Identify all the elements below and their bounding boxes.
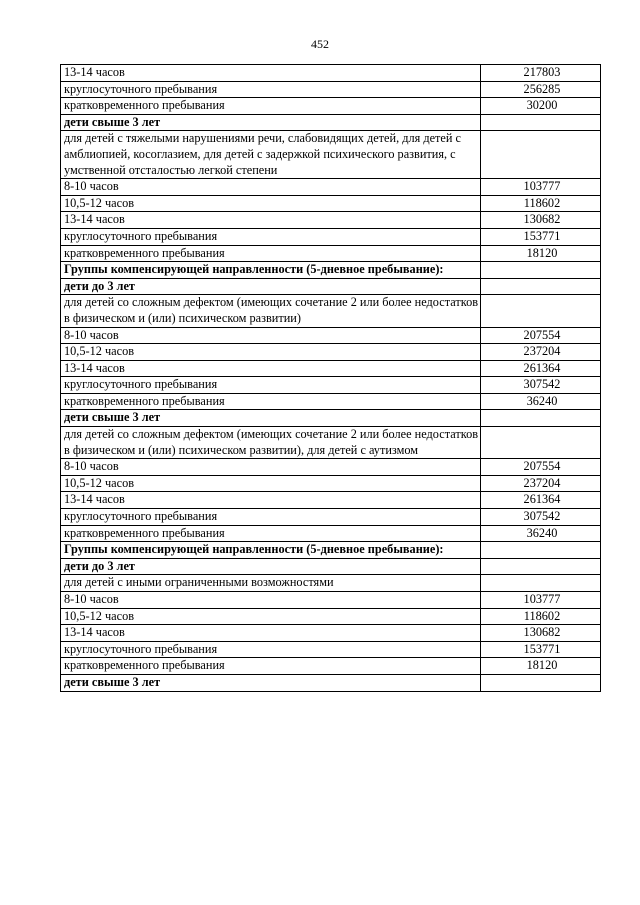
- row-value: [481, 427, 601, 459]
- row-label: 8-10 часов: [61, 179, 481, 196]
- row-label: круглосуточного пребывания: [61, 509, 481, 526]
- table-row: [61, 327, 601, 344]
- row-value: [481, 542, 601, 559]
- table-row: [61, 377, 601, 394]
- row-label: для детей со сложным дефектом (имеющих сочетание 2 или более недостатков в физическом и (или) психическом развитии), для детей с аутизмом: [61, 427, 481, 459]
- table-row: [61, 592, 601, 609]
- table-row: [61, 262, 601, 279]
- row-label: 13-14 часов: [61, 212, 481, 229]
- row-value: 130682: [481, 212, 601, 229]
- row-label: 8-10 часов: [61, 459, 481, 476]
- table-row: [61, 278, 601, 295]
- table-row: [61, 228, 601, 245]
- row-label: кратковременного пребывания: [61, 98, 481, 115]
- table-row: [61, 625, 601, 642]
- row-label: Группы компенсирующей направленности (5-дневное пребывание):: [61, 542, 481, 559]
- row-label: для детей с иными ограниченными возможностями: [61, 575, 481, 592]
- row-value: [481, 410, 601, 427]
- row-label: 10,5-12 часов: [61, 195, 481, 212]
- row-value: 30200: [481, 98, 601, 115]
- row-label: для детей со сложным дефектом (имеющих сочетание 2 или более недостатков в физическом и (или) психическом развитии): [61, 295, 481, 327]
- table-row: [61, 65, 601, 82]
- row-label: круглосуточного пребывания: [61, 228, 481, 245]
- row-label: круглосуточного пребывания: [61, 81, 481, 98]
- row-value: [481, 674, 601, 691]
- table-row: [61, 245, 601, 262]
- row-value: 237204: [481, 475, 601, 492]
- row-value: 207554: [481, 327, 601, 344]
- row-value: [481, 131, 601, 179]
- row-label: 10,5-12 часов: [61, 475, 481, 492]
- row-value: 118602: [481, 195, 601, 212]
- row-value: 118602: [481, 608, 601, 625]
- table-row: [61, 475, 601, 492]
- row-value: 307542: [481, 509, 601, 526]
- row-value: 261364: [481, 492, 601, 509]
- table-row: [61, 295, 601, 327]
- table-row: [61, 641, 601, 658]
- table-row: [61, 492, 601, 509]
- row-value: 256285: [481, 81, 601, 98]
- row-label: кратковременного пребывания: [61, 393, 481, 410]
- row-label: 8-10 часов: [61, 592, 481, 609]
- table-row: [61, 179, 601, 196]
- row-value: [481, 262, 601, 279]
- row-value: 153771: [481, 641, 601, 658]
- row-value: 103777: [481, 179, 601, 196]
- table-row: [61, 542, 601, 559]
- row-label: кратковременного пребывания: [61, 245, 481, 262]
- page-number: 452: [311, 37, 329, 51]
- row-label: 13-14 часов: [61, 65, 481, 82]
- row-label: 13-14 часов: [61, 492, 481, 509]
- table-row: [61, 658, 601, 675]
- row-value: 153771: [481, 228, 601, 245]
- table-row: [61, 212, 601, 229]
- row-label: 10,5-12 часов: [61, 344, 481, 361]
- tariff-table: [60, 64, 601, 692]
- table-row: [61, 81, 601, 98]
- table-row: [61, 393, 601, 410]
- row-value: 130682: [481, 625, 601, 642]
- row-label: кратковременного пребывания: [61, 525, 481, 542]
- row-value: 307542: [481, 377, 601, 394]
- table-row: [61, 525, 601, 542]
- table-row: [61, 509, 601, 526]
- row-value: 18120: [481, 658, 601, 675]
- row-label: дети до 3 лет: [61, 558, 481, 575]
- row-label: для детей с тяжелыми нарушениями речи, слабовидящих детей, для детей с амблиопией, косоглазием, для детей с задержкой психического развития, с умственной отсталостью легкой степени: [61, 131, 481, 179]
- table-row: [61, 114, 601, 131]
- row-label: дети свыше 3 лет: [61, 114, 481, 131]
- row-label: Группы компенсирующей направленности (5-дневное пребывание):: [61, 262, 481, 279]
- row-value: [481, 575, 601, 592]
- table-row: [61, 608, 601, 625]
- table-row: [61, 427, 601, 459]
- row-label: 10,5-12 часов: [61, 608, 481, 625]
- table-row: [61, 674, 601, 691]
- row-label: дети свыше 3 лет: [61, 410, 481, 427]
- table-row: [61, 410, 601, 427]
- row-value: [481, 558, 601, 575]
- row-value: 103777: [481, 592, 601, 609]
- table-row: [61, 360, 601, 377]
- row-label: 8-10 часов: [61, 327, 481, 344]
- table-row: [61, 575, 601, 592]
- row-value: [481, 114, 601, 131]
- row-value: 261364: [481, 360, 601, 377]
- row-value: 207554: [481, 459, 601, 476]
- row-label: кратковременного пребывания: [61, 658, 481, 675]
- row-value: 36240: [481, 525, 601, 542]
- row-value: 237204: [481, 344, 601, 361]
- table-row: [61, 195, 601, 212]
- row-label: дети до 3 лет: [61, 278, 481, 295]
- row-label: круглосуточного пребывания: [61, 377, 481, 394]
- row-label: 13-14 часов: [61, 360, 481, 377]
- table-row: [61, 344, 601, 361]
- row-value: [481, 295, 601, 327]
- table-row: [61, 131, 601, 179]
- table-row: [61, 459, 601, 476]
- row-label: дети свыше 3 лет: [61, 674, 481, 691]
- table-row: [61, 558, 601, 575]
- row-label: круглосуточного пребывания: [61, 641, 481, 658]
- row-value: 217803: [481, 65, 601, 82]
- row-value: 18120: [481, 245, 601, 262]
- row-value: 36240: [481, 393, 601, 410]
- row-value: [481, 278, 601, 295]
- row-label: 13-14 часов: [61, 625, 481, 642]
- table-row: [61, 98, 601, 115]
